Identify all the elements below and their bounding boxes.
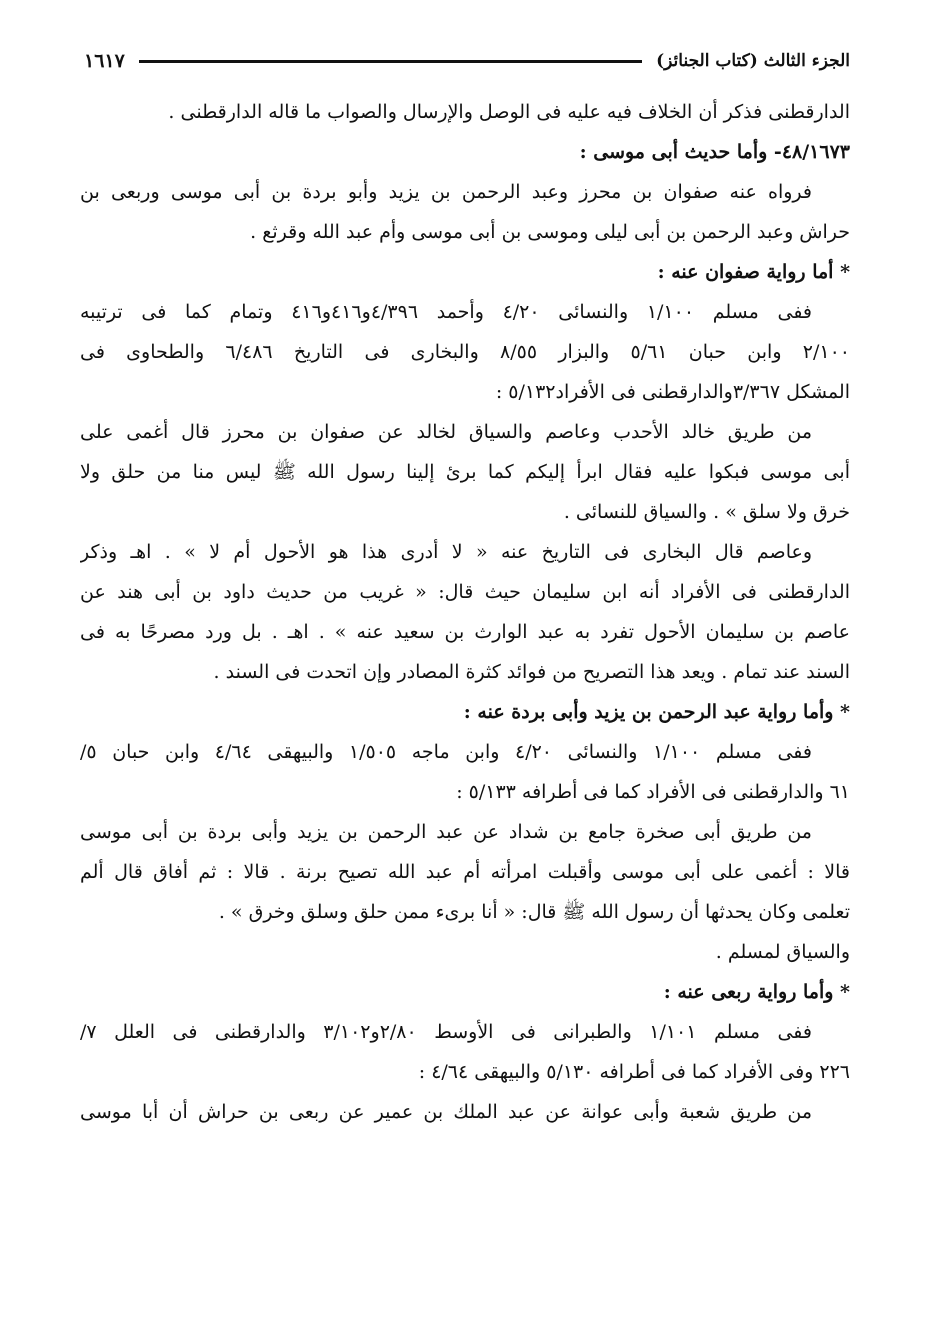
text-line: الدارقطنى فذكر أن الخلاف فيه عليه فى الوصل والإرسال والصواب ما قاله الدارقطنى . [168,101,850,123]
text-line: ٦١ والدارقطنى فى الأفراد كما فى أطرافه ٥/١٣٣ : [456,781,850,803]
page-number: ١٦١٧ [84,50,125,72]
text-line: فرواه عنه صفوان بن محرز وعبد الرحمن بن يزيد وأبو بردة بن أبى موسى وربعى بن [80,181,812,203]
text-line: قالا : أغمى على أبى موسى وأقبلت امرأته أم عبد الله تصيح برنة . قالا : ثم أفاق قال ألم [80,861,850,883]
text-line: الدارقطنى فى الأفراد أنه ابن سليمان حيث قال: « غريب من حديث داود بن أبى هند عن [80,581,850,603]
text-line: خرق ولا سلق » . والسياق للنسائى . [563,501,850,523]
text-line: ففى مسلم ١/١٠١ والطبرانى فى الأوسط ٢/٨٠و٣/١٠٢ والدارقطنى فى العلل ٧/ [80,1021,813,1043]
body-text [80,92,850,1132]
section-heading: * وأما رواية ربعى عنه : [663,981,850,1003]
text-line: أبى موسى فبكوا عليه فقال ابرأ إليكم كما برئ إلينا رسول الله ﷺ ليس منا من حلق ولا [80,461,850,483]
text-line: عاصم بن سليمان الأحول تفرد به عبد الوارث بن سعيد عنه » . اهـ . بل ورد مصرحًا به فى [80,621,850,643]
text-line: والسياق لمسلم . [715,941,850,963]
text-line: من طريق خالد الأحدب وعاصم والسياق لخالد عن صفوان بن محرز قال أغمى على [80,421,812,443]
section-heading: * أما رواية صفوان عنه : [657,261,850,283]
text-line: ففى مسلم ١/١٠٠ والنسائى ٤/٢٠ وابن ماجه ١/٥٠٥ والبيهقى ٤/٦٤ وابن حبان ٥/ [80,741,812,763]
text-line: حراش وعبد الرحمن بن أبى ليلى وموسى بن أبى موسى وأم عبد الله وقرثع . [250,221,850,243]
section-heading: ٤٨/١٦٧٣- وأما حديث أبى موسى : [579,141,850,163]
text-line: من طريق أبى صخرة جامع بن شداد عن عبد الرحمن بن يزيد وأبى بردة بن أبى موسى [80,821,812,843]
text-line: تعلمى وكان يحدثها أن رسول الله ﷺ قال: « أنا برىء ممن حلق وسلق وخرق » . [218,901,850,923]
text-line: ٢٢٦ وفى الأفراد كما فى أطرافه ٥/١٣٠ والبيهقى ٤/٦٤ : [418,1061,850,1083]
page-header [84,46,850,76]
header-rule [139,60,642,63]
running-title: الجزء الثالث (كتاب الجنائز) [656,51,850,71]
text-line: ففى مسلم ١/١٠٠ والنسائى ٤/٢٠ وأحمد ٤/٣٩٦و٤١٦و٤١٦ وتمام كما فى ترتيبه [80,301,813,323]
section-heading: * وأما رواية عبد الرحمن بن يزيد وأبى بردة عنه : [463,701,850,723]
text-line: وعاصم قال البخارى فى التاريخ عنه « لا أدرى هذا هو الأحول أم لا » . اهـ وذكر [80,541,812,563]
text-line: السند عند تمام . ويعد هذا التصريح من فوائد كثرة المصادر وإن اتحدت فى السند . [213,661,850,683]
text-line: من طريق شعبة وأبى عوانة عن عبد الملك بن عمير عن ربعى بن حراش أن أبا موسى [80,1101,812,1123]
text-line: المشكل ٣/٣٦٧والدارقطنى فى الأفراد٥/١٣٢ : [495,381,850,403]
text-line: ٢/١٠٠ وابن حبان ٥/٦١ والبزار ٨/٥٥ والبخارى فى التاريخ ٦/٤٨٦ والطحاوى فى [80,341,850,363]
